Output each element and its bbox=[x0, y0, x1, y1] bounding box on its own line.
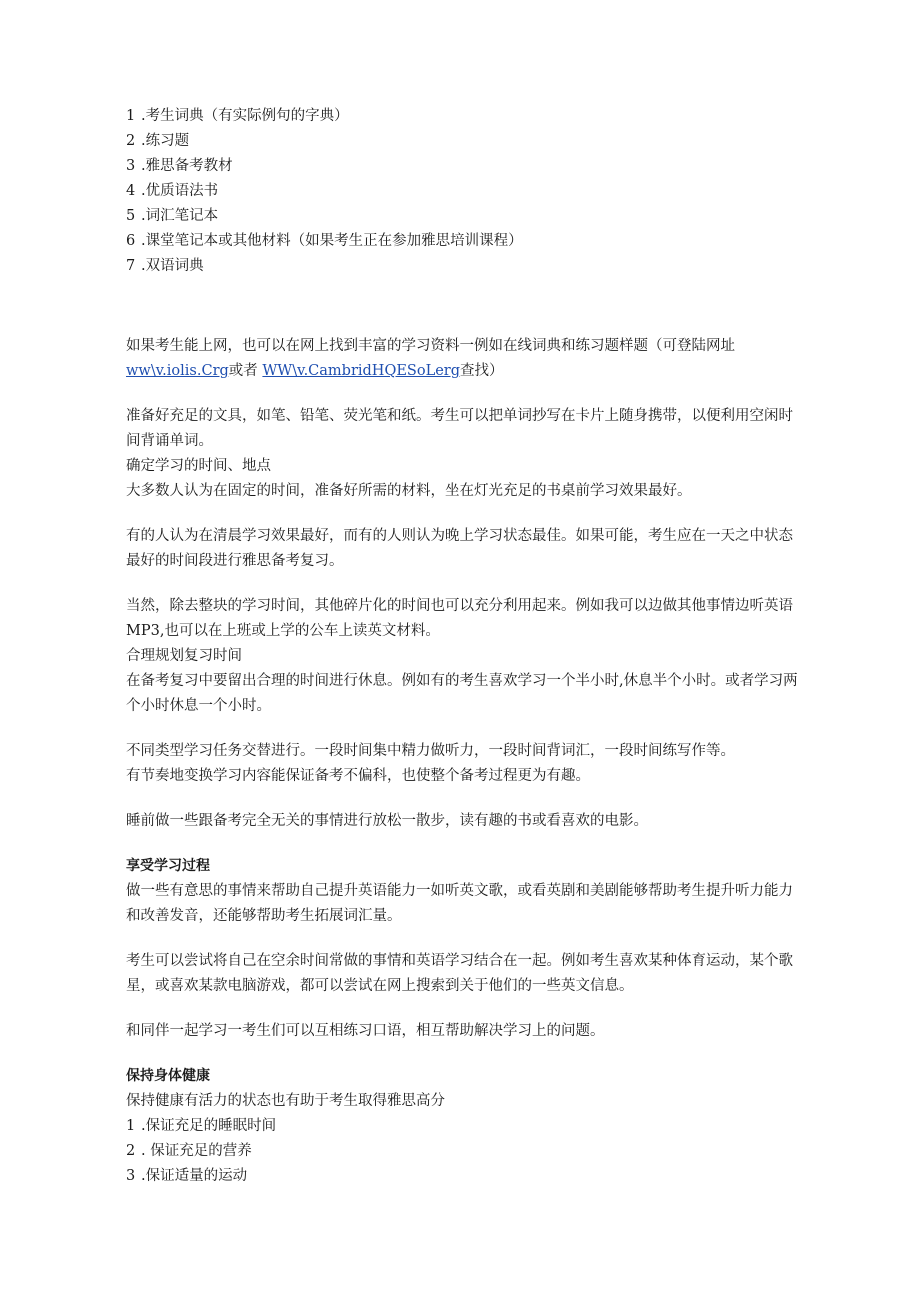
list-number: 3 bbox=[126, 158, 136, 174]
list-item bbox=[126, 1164, 798, 1189]
fixed-time-paragraph: 大多数人认为在固定的时间，准备好所需的材料，坐在灯光充足的书桌前学习效果最好。 bbox=[126, 483, 692, 499]
ielts-website-link[interactable]: ww\v.iolis.Crg bbox=[126, 363, 229, 379]
materials-list bbox=[126, 104, 798, 279]
heading-stay-healthy: 保持身体健康 bbox=[126, 1068, 210, 1084]
health-list bbox=[126, 1114, 798, 1189]
list-number: 2 bbox=[126, 1143, 136, 1159]
list-item bbox=[126, 154, 798, 179]
list-text: .优质语法书 bbox=[141, 183, 219, 199]
subheading-plan-time: 合理规划复习时间 bbox=[126, 648, 242, 664]
list-number: 1 bbox=[126, 108, 136, 124]
list-number: 6 bbox=[126, 233, 136, 249]
list-item bbox=[126, 179, 798, 204]
health-intro-line: 保持健康有活力的状态也有助于考生取得雅思高分 bbox=[126, 1093, 445, 1109]
list-item bbox=[126, 229, 798, 254]
list-text: .课堂笔记本或其他材料（如果考生正在参加雅思培训课程） bbox=[141, 233, 523, 249]
online-end-text: 查找） bbox=[460, 363, 504, 379]
list-number: 1 bbox=[126, 1118, 136, 1134]
list-text: .练习题 bbox=[141, 133, 190, 149]
list-number: 7 bbox=[126, 258, 136, 274]
alternate-tasks-line: 不同类型学习任务交替进行。一段时间集中精力做听力，一段时间背词汇，一段时间练写作等。 bbox=[126, 743, 735, 759]
list-number: 5 bbox=[126, 208, 136, 224]
list-text: .保证适量的运动 bbox=[141, 1168, 248, 1184]
rhythm-line: 有节奏地变换学习内容能保证备考不偏科，也使整个备考过程更为有趣。 bbox=[126, 768, 590, 784]
cambridge-website-link[interactable]: WW\v.CambridHQESoLerg bbox=[262, 363, 461, 379]
list-item bbox=[126, 1139, 798, 1164]
document-page bbox=[126, 104, 798, 1189]
rest-paragraph: 在备考复习中要留出合理的时间进行休息。例如有的考生喜欢学习一个半小时,休息半个小时。或者学习两个小时休息一个小时。 bbox=[126, 673, 798, 714]
hobbies-paragraph: 考生可以尝试将自己在空余时间常做的事情和英语学习结合在一起。例如考生喜欢某种体育运动，某个歌星，或喜欢某款电脑游戏，都可以尝试在网上搜索到关于他们的一些英文信息。 bbox=[126, 953, 793, 994]
heading-enjoy-learning: 享受学习过程 bbox=[126, 858, 210, 874]
list-number: 2 bbox=[126, 133, 136, 149]
list-text: .词汇笔记本 bbox=[141, 208, 219, 224]
list-text: . 保证充足的营养 bbox=[141, 1143, 252, 1159]
subheading-time-place: 确定学习的时间、地点 bbox=[126, 458, 271, 474]
list-item bbox=[126, 104, 798, 129]
morning-evening-paragraph: 有的人认为在清晨学习效果最好，而有的人则认为晚上学习状态最佳。如果可能，考生应在一天之中状态最好的时间段进行雅思备考复习。 bbox=[126, 528, 793, 569]
interesting-things-paragraph: 做一些有意思的事情来帮助自己提升英语能力一如听英文歌，或看英剧和美剧能够帮助考生提升听力能力和改善发音，还能够帮助考生拓展词汇量。 bbox=[126, 883, 793, 924]
list-item bbox=[126, 254, 798, 279]
list-item bbox=[126, 1114, 798, 1139]
list-number: 3 bbox=[126, 1168, 136, 1184]
fragment-time-paragraph: 当然，除去整块的学习时间，其他碎片化的时间也可以充分利用起来。例如我可以边做其他事情边听英语MP3,也可以在上班或上学的公车上读英文材料。 bbox=[126, 598, 793, 639]
list-item bbox=[126, 129, 798, 154]
online-or-text: 或者 bbox=[228, 363, 258, 379]
list-text: .保证充足的睡眠时间 bbox=[141, 1118, 277, 1134]
online-resources-paragraph bbox=[126, 334, 798, 384]
list-item bbox=[126, 204, 798, 229]
online-text: 如果考生能上网，也可以在网上找到丰富的学习资料一例如在线词典和练习题样题（可登陆网址 bbox=[126, 338, 735, 354]
list-text: .考生词典（有实际例句的字典） bbox=[141, 108, 349, 124]
bedtime-paragraph: 睡前做一些跟备考完全无关的事情进行放松一散步，读有趣的书或看喜欢的电影。 bbox=[126, 813, 648, 829]
stationery-paragraph: 准备好充足的文具，如笔、铅笔、荧光笔和纸。考生可以把单词抄写在卡片上随身携带，以便利用空闲时间背诵单词。 bbox=[126, 408, 793, 449]
study-partner-paragraph: 和同伴一起学习一考生们可以互相练习口语，相互帮助解决学习上的问题。 bbox=[126, 1023, 605, 1039]
list-text: .雅思备考教材 bbox=[141, 158, 233, 174]
list-text: .双语词典 bbox=[141, 258, 204, 274]
list-number: 4 bbox=[126, 183, 136, 199]
